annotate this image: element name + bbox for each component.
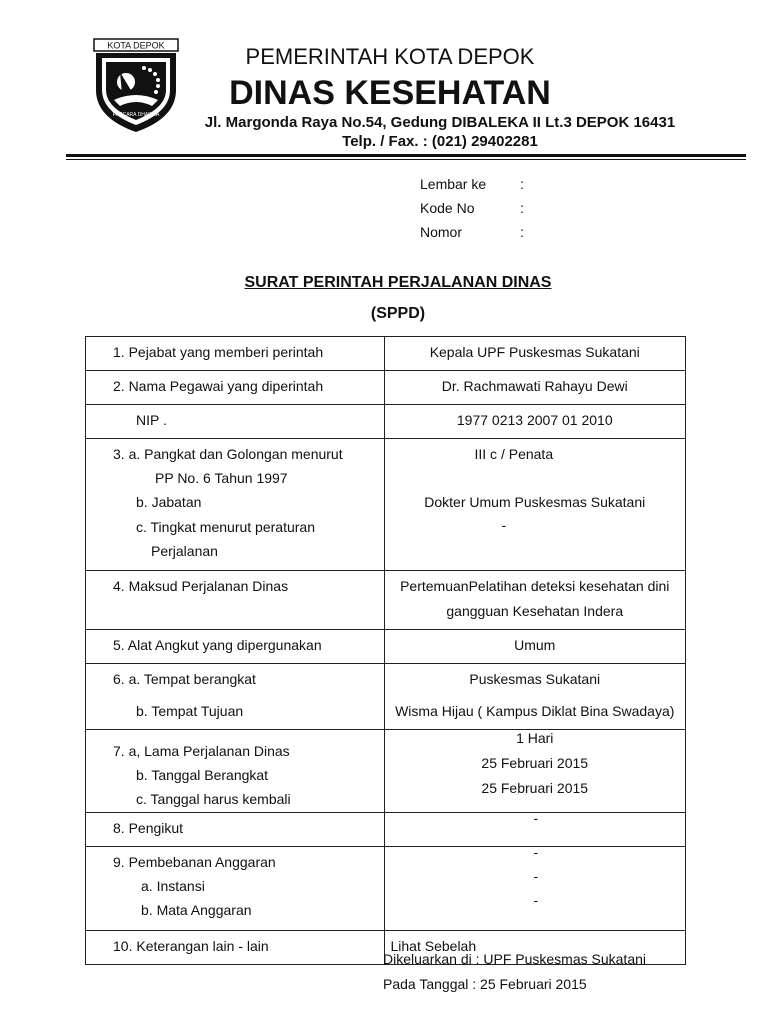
row-label: b. Tanggal Berangkat: [136, 767, 269, 783]
row-label: 10. Keterangan lain - lain: [113, 938, 269, 954]
table-row: [86, 813, 686, 847]
meta-label: Nomor: [420, 224, 463, 240]
row-value: gangguan Kesehatan Indera: [446, 603, 624, 619]
row-value: -: [533, 868, 539, 884]
row-label: 6. a. Tempat berangkat: [113, 671, 256, 687]
table-row: [86, 405, 686, 439]
row-value: -: [501, 517, 507, 533]
header-address: Jl. Margonda Raya No.54, Gedung DIBALEKA II Lt.3 DEPOK 16431: [204, 114, 676, 131]
issued-place: Dikeluarkan di : UPF Puskesmas Sukatani: [383, 951, 646, 967]
table-row: [86, 371, 686, 405]
row-value: Lihat Sebelah: [390, 938, 477, 954]
table-row: [86, 730, 686, 813]
table-row: [86, 571, 686, 630]
header-rule-thin: [66, 159, 746, 160]
meta-colon: :: [520, 224, 524, 240]
row-label: 8. Pengikut: [113, 820, 184, 836]
header-agency: DINAS KESEHATAN: [229, 74, 551, 112]
row-label: 5. Alat Angkut yang dipergunakan: [113, 637, 322, 653]
row-value: Dr. Rachmawati Rahayu Dewi: [441, 378, 628, 394]
logo-motto: PARCARA DHARMA: [112, 112, 160, 118]
row-value: -: [533, 892, 539, 908]
table-row: [86, 630, 686, 664]
header-rule-thick: [66, 154, 746, 157]
meta-colon: :: [520, 176, 524, 192]
row-label: a. Instansi: [141, 878, 205, 894]
table-row: [86, 847, 686, 931]
table-row: [86, 337, 686, 371]
row-label: 7. a, Lama Perjalanan Dinas: [113, 743, 290, 759]
row-label: 9. Pembebanan Anggaran: [113, 854, 276, 870]
row-label: b. Tempat Tujuan: [136, 703, 244, 719]
row-value: 1 Hari: [516, 730, 554, 746]
row-label: Perjalanan: [151, 543, 218, 559]
row-value: -: [533, 810, 539, 826]
row-value: Umum: [514, 637, 556, 653]
row-label: 3. a. Pangkat dan Golongan menurut: [113, 446, 343, 462]
row-value: -: [533, 844, 539, 860]
header-government: PEMERINTAH KOTA DEPOK: [245, 44, 535, 69]
row-value: 25 Februari 2015: [481, 780, 589, 796]
row-label: 2. Nama Pegawai yang diperintah: [113, 378, 324, 394]
row-label: 4. Maksud Perjalanan Dinas: [113, 578, 289, 594]
table-row: [86, 664, 686, 730]
row-label: b. Jabatan: [136, 494, 202, 510]
logo-text: KOTA DEPOK: [107, 40, 165, 51]
row-label: c. Tingkat menurut peraturan: [136, 519, 315, 535]
row-value: 1977 0213 2007 01 2010: [456, 412, 613, 428]
row-value: III c / Penata: [474, 446, 554, 462]
header-phone: Telp. / Fax. : (021) 29402281: [342, 133, 538, 150]
row-value: Kepala UPF Puskesmas Sukatani: [429, 344, 640, 360]
row-value: Dokter Umum Puskesmas Sukatani: [424, 494, 646, 510]
row-value: 25 Februari 2015: [481, 755, 589, 771]
issued-date: Pada Tanggal : 25 Februari 2015: [383, 976, 587, 992]
row-value: Puskesmas Sukatani: [469, 671, 601, 687]
row-label: b. Mata Anggaran: [141, 902, 252, 918]
document-title: SURAT PERINTAH PERJALANAN DINAS: [244, 274, 552, 291]
sppd-table: [85, 336, 686, 965]
meta-label: Kode No: [420, 200, 475, 216]
row-value: PertemuanPelatihan deteksi kesehatan dini: [400, 578, 670, 594]
row-label: 1. Pejabat yang memberi perintah: [113, 344, 324, 360]
meta-colon: :: [520, 200, 524, 216]
row-value: Wisma Hijau ( Kampus Diklat Bina Swadaya): [395, 703, 675, 719]
row-label: PP No. 6 Tahun 1997: [155, 470, 288, 486]
document-subtitle: (SPPD): [370, 305, 426, 322]
meta-label: Lembar ke: [420, 176, 487, 192]
table-row: [86, 439, 686, 571]
row-label: c. Tanggal harus kembali: [136, 791, 291, 807]
row-label: NIP .: [136, 412, 167, 428]
